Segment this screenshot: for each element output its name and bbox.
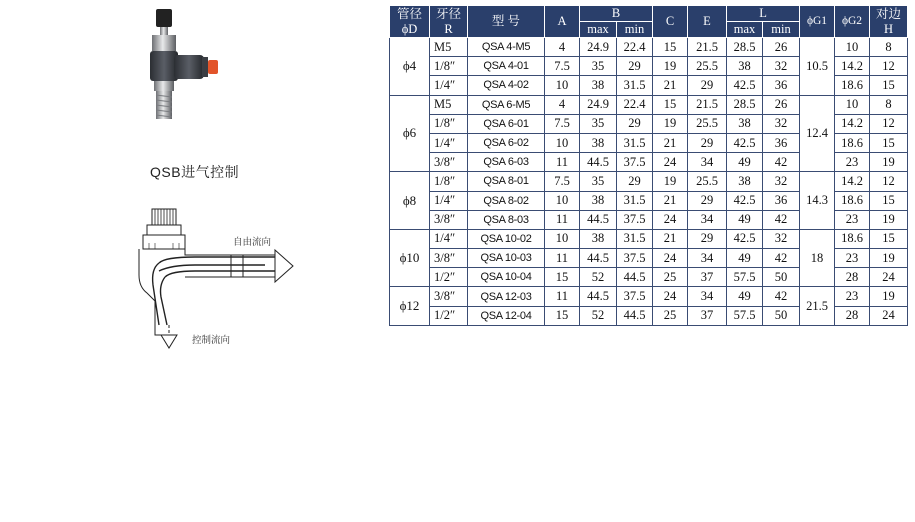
model-cell: QSA 4-01 xyxy=(468,57,545,76)
l-min-cell: 32 xyxy=(763,229,800,248)
l-max-cell: 49 xyxy=(727,249,763,268)
c-cell: 21 xyxy=(653,133,688,152)
thread-cell: M5 xyxy=(430,95,468,114)
spec-table xyxy=(389,5,908,326)
diameter-cell: ϕ10 xyxy=(390,229,430,287)
diameter-cell: ϕ12 xyxy=(390,287,430,325)
a-cell: 11 xyxy=(545,249,580,268)
thread-cell: 1/8″ xyxy=(430,172,468,191)
header-l: L xyxy=(727,6,800,22)
b-max-cell: 38 xyxy=(580,229,617,248)
l-min-cell: 50 xyxy=(763,306,800,325)
header-h: 对边 H xyxy=(870,6,908,38)
header-e: E xyxy=(688,6,727,38)
model-cell: QSA 8-01 xyxy=(468,172,545,191)
thread-cell: 1/2″ xyxy=(430,306,468,325)
g2-cell: 14.2 xyxy=(835,172,870,191)
c-cell: 25 xyxy=(653,306,688,325)
l-max-cell: 42.5 xyxy=(727,191,763,210)
thread-cell: 3/8″ xyxy=(430,210,468,229)
c-cell: 25 xyxy=(653,268,688,287)
diameter-cell: ϕ8 xyxy=(390,172,430,230)
e-cell: 25.5 xyxy=(688,172,727,191)
h-cell: 15 xyxy=(870,76,908,95)
b-min-cell: 29 xyxy=(617,57,653,76)
a-cell: 10 xyxy=(545,229,580,248)
thread-cell: 1/4″ xyxy=(430,76,468,95)
h-cell: 24 xyxy=(870,268,908,287)
e-cell: 25.5 xyxy=(688,57,727,76)
l-max-cell: 49 xyxy=(727,287,763,306)
model-cell: QSA 10-03 xyxy=(468,249,545,268)
e-cell: 29 xyxy=(688,133,727,152)
a-cell: 7.5 xyxy=(545,172,580,191)
h-cell: 19 xyxy=(870,287,908,306)
g2-cell: 23 xyxy=(835,210,870,229)
h-cell: 12 xyxy=(870,114,908,133)
thread-cell: 1/8″ xyxy=(430,114,468,133)
g2-cell: 14.2 xyxy=(835,114,870,133)
a-cell: 15 xyxy=(545,306,580,325)
l-max-cell: 28.5 xyxy=(727,38,763,57)
h-cell: 19 xyxy=(870,153,908,172)
table-row xyxy=(390,172,908,191)
l-max-cell: 28.5 xyxy=(727,95,763,114)
model-cell: QSA 4-02 xyxy=(468,76,545,95)
c-cell: 21 xyxy=(653,229,688,248)
g2-cell: 14.2 xyxy=(835,57,870,76)
l-min-cell: 32 xyxy=(763,172,800,191)
h-cell: 15 xyxy=(870,229,908,248)
h-cell: 12 xyxy=(870,172,908,191)
table-row xyxy=(390,95,908,114)
b-max-cell: 44.5 xyxy=(580,287,617,306)
l-min-cell: 36 xyxy=(763,76,800,95)
free-flow-label: 自由流向 xyxy=(233,237,272,248)
header-g2: ϕG2 xyxy=(835,6,870,38)
b-max-cell: 38 xyxy=(580,191,617,210)
l-max-cell: 38 xyxy=(727,114,763,133)
header-a: A xyxy=(545,6,580,38)
a-cell: 15 xyxy=(545,268,580,287)
thread-cell: 3/8″ xyxy=(430,249,468,268)
model-cell: QSA 6-02 xyxy=(468,133,545,152)
b-max-cell: 35 xyxy=(580,57,617,76)
a-cell: 10 xyxy=(545,191,580,210)
thread-cell: 1/4″ xyxy=(430,191,468,210)
g2-cell: 10 xyxy=(835,38,870,57)
thread-cell: 1/4″ xyxy=(430,229,468,248)
l-min-cell: 32 xyxy=(763,114,800,133)
b-max-cell: 44.5 xyxy=(580,153,617,172)
h-cell: 15 xyxy=(870,191,908,210)
c-cell: 15 xyxy=(653,38,688,57)
h-cell: 15 xyxy=(870,133,908,152)
b-max-cell: 24.9 xyxy=(580,95,617,114)
e-cell: 34 xyxy=(688,210,727,229)
b-max-cell: 38 xyxy=(580,133,617,152)
thread-cell: M5 xyxy=(430,38,468,57)
b-max-cell: 35 xyxy=(580,172,617,191)
e-cell: 25.5 xyxy=(688,114,727,133)
b-min-cell: 22.4 xyxy=(617,38,653,57)
caption: QSB进气控制 xyxy=(150,164,240,180)
h-cell: 8 xyxy=(870,95,908,114)
a-cell: 10 xyxy=(545,76,580,95)
product-photo xyxy=(130,5,240,125)
h-cell: 24 xyxy=(870,306,908,325)
b-min-cell: 31.5 xyxy=(617,229,653,248)
header-b-min: min xyxy=(617,22,653,38)
c-cell: 21 xyxy=(653,76,688,95)
a-cell: 10 xyxy=(545,133,580,152)
a-cell: 4 xyxy=(545,95,580,114)
table-row xyxy=(390,229,908,248)
l-max-cell: 38 xyxy=(727,57,763,76)
model-cell: QSA 4-M5 xyxy=(468,38,545,57)
c-cell: 19 xyxy=(653,172,688,191)
h-cell: 8 xyxy=(870,38,908,57)
b-min-cell: 31.5 xyxy=(617,133,653,152)
controlled-flow-label: 控制流向 xyxy=(192,335,231,346)
l-min-cell: 42 xyxy=(763,210,800,229)
g2-cell: 28 xyxy=(835,268,870,287)
c-cell: 24 xyxy=(653,210,688,229)
l-min-cell: 36 xyxy=(763,191,800,210)
e-cell: 29 xyxy=(688,191,727,210)
header-g1: ϕG1 xyxy=(800,6,835,38)
c-cell: 24 xyxy=(653,153,688,172)
g2-cell: 18.6 xyxy=(835,191,870,210)
model-cell: QSA 6-03 xyxy=(468,153,545,172)
g1-cell: 18 xyxy=(800,229,835,287)
table-row xyxy=(390,287,908,306)
model-cell: QSA 8-03 xyxy=(468,210,545,229)
e-cell: 34 xyxy=(688,153,727,172)
b-max-cell: 52 xyxy=(580,306,617,325)
thread-cell: 3/8″ xyxy=(430,287,468,306)
l-min-cell: 36 xyxy=(763,133,800,152)
diameter-cell: ϕ4 xyxy=(390,38,430,96)
l-max-cell: 42.5 xyxy=(727,76,763,95)
model-cell: QSA 12-04 xyxy=(468,306,545,325)
e-cell: 37 xyxy=(688,268,727,287)
l-min-cell: 26 xyxy=(763,95,800,114)
header-b: B xyxy=(580,6,653,22)
a-cell: 11 xyxy=(545,287,580,306)
c-cell: 24 xyxy=(653,249,688,268)
model-cell: QSA 6-01 xyxy=(468,114,545,133)
header-l-max: max xyxy=(727,22,763,38)
header-model: 型 号 xyxy=(468,6,545,38)
g2-cell: 10 xyxy=(835,95,870,114)
a-cell: 11 xyxy=(545,210,580,229)
b-max-cell: 52 xyxy=(580,268,617,287)
header-thread: 牙径 R xyxy=(430,6,468,38)
e-cell: 37 xyxy=(688,306,727,325)
g2-cell: 18.6 xyxy=(835,133,870,152)
c-cell: 15 xyxy=(653,95,688,114)
g2-cell: 23 xyxy=(835,153,870,172)
b-max-cell: 35 xyxy=(580,114,617,133)
l-min-cell: 50 xyxy=(763,268,800,287)
a-cell: 11 xyxy=(545,153,580,172)
b-min-cell: 22.4 xyxy=(617,95,653,114)
header-l-min: min xyxy=(763,22,800,38)
header-b-max: max xyxy=(580,22,617,38)
thread-cell: 3/8″ xyxy=(430,153,468,172)
c-cell: 21 xyxy=(653,191,688,210)
header-c: C xyxy=(653,6,688,38)
h-cell: 19 xyxy=(870,210,908,229)
e-cell: 34 xyxy=(688,287,727,306)
b-max-cell: 24.9 xyxy=(580,38,617,57)
e-cell: 21.5 xyxy=(688,38,727,57)
h-cell: 12 xyxy=(870,57,908,76)
g1-cell: 14.3 xyxy=(800,172,835,230)
b-max-cell: 38 xyxy=(580,76,617,95)
a-cell: 4 xyxy=(545,38,580,57)
l-min-cell: 42 xyxy=(763,153,800,172)
l-max-cell: 57.5 xyxy=(727,268,763,287)
g1-cell: 10.5 xyxy=(800,38,835,96)
h-cell: 19 xyxy=(870,249,908,268)
c-cell: 19 xyxy=(653,57,688,76)
model-cell: QSA 12-03 xyxy=(468,287,545,306)
model-cell: QSA 10-04 xyxy=(468,268,545,287)
e-cell: 21.5 xyxy=(688,95,727,114)
g2-cell: 18.6 xyxy=(835,76,870,95)
l-min-cell: 42 xyxy=(763,249,800,268)
b-min-cell: 37.5 xyxy=(617,249,653,268)
b-min-cell: 37.5 xyxy=(617,210,653,229)
b-min-cell: 37.5 xyxy=(617,153,653,172)
a-cell: 7.5 xyxy=(545,114,580,133)
model-cell: QSA 10-02 xyxy=(468,229,545,248)
l-max-cell: 38 xyxy=(727,172,763,191)
b-max-cell: 44.5 xyxy=(580,210,617,229)
flow-diagram xyxy=(125,205,300,350)
b-min-cell: 29 xyxy=(617,114,653,133)
g2-cell: 23 xyxy=(835,287,870,306)
l-max-cell: 57.5 xyxy=(727,306,763,325)
header-diameter: 管径 ϕD xyxy=(390,6,430,38)
b-min-cell: 31.5 xyxy=(617,76,653,95)
l-min-cell: 26 xyxy=(763,38,800,57)
thread-cell: 1/4″ xyxy=(430,133,468,152)
b-min-cell: 37.5 xyxy=(617,287,653,306)
diameter-cell: ϕ6 xyxy=(390,95,430,172)
thread-cell: 1/2″ xyxy=(430,268,468,287)
l-min-cell: 42 xyxy=(763,287,800,306)
b-min-cell: 31.5 xyxy=(617,191,653,210)
c-cell: 19 xyxy=(653,114,688,133)
g2-cell: 18.6 xyxy=(835,229,870,248)
model-cell: QSA 6-M5 xyxy=(468,95,545,114)
thread-cell: 1/8″ xyxy=(430,57,468,76)
l-max-cell: 49 xyxy=(727,210,763,229)
b-min-cell: 29 xyxy=(617,172,653,191)
table-row xyxy=(390,38,908,57)
g1-cell: 12.4 xyxy=(800,95,835,172)
b-min-cell: 44.5 xyxy=(617,306,653,325)
model-cell: QSA 8-02 xyxy=(468,191,545,210)
b-min-cell: 44.5 xyxy=(617,268,653,287)
e-cell: 34 xyxy=(688,249,727,268)
l-min-cell: 32 xyxy=(763,57,800,76)
l-max-cell: 42.5 xyxy=(727,133,763,152)
l-max-cell: 49 xyxy=(727,153,763,172)
e-cell: 29 xyxy=(688,229,727,248)
b-max-cell: 44.5 xyxy=(580,249,617,268)
e-cell: 29 xyxy=(688,76,727,95)
g2-cell: 23 xyxy=(835,249,870,268)
c-cell: 24 xyxy=(653,287,688,306)
g2-cell: 28 xyxy=(835,306,870,325)
a-cell: 7.5 xyxy=(545,57,580,76)
l-max-cell: 42.5 xyxy=(727,229,763,248)
g1-cell: 21.5 xyxy=(800,287,835,325)
